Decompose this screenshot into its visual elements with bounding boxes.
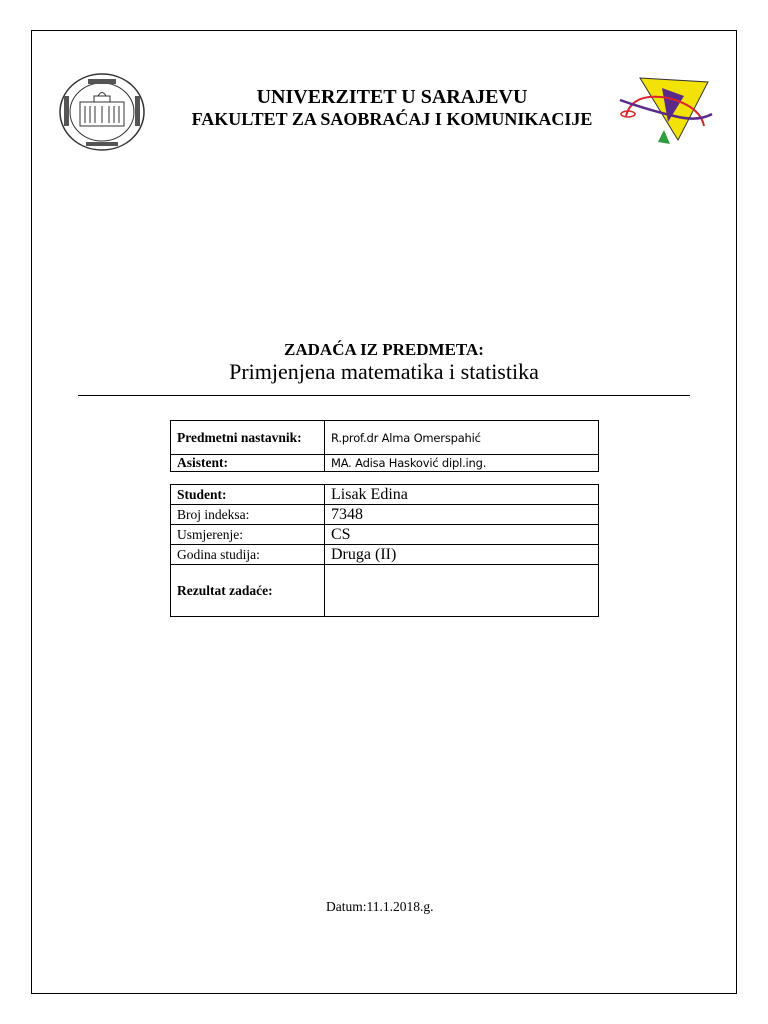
assistant-value: MA. Adisa Hasković dipl.ing. — [325, 455, 599, 472]
table-row — [171, 455, 599, 472]
table-row — [171, 565, 599, 617]
student-value: Lisak Edina — [325, 485, 599, 505]
title-divider — [78, 395, 690, 396]
result-label: Rezultat zadaće: — [171, 565, 325, 617]
table-row — [171, 525, 599, 545]
table-row — [171, 485, 599, 505]
major-value: CS — [325, 525, 599, 545]
faculty-name: FAKULTET ZA SAOBRAĆAJ I KOMUNIKACIJE — [191, 109, 593, 129]
date-text: Datum:11.1.2018.g. — [326, 899, 434, 914]
table-row — [171, 545, 599, 565]
teacher-value: R.prof.dr Alma Omerspahić — [325, 421, 599, 455]
staff-table — [170, 420, 599, 472]
major-label: Usmjerenje: — [171, 525, 325, 545]
year-label: Godina studija: — [171, 545, 325, 565]
assignment-label: ZADAĆA IZ PREDMETA: — [284, 340, 484, 359]
index-label: Broj indeksa: — [171, 505, 325, 525]
student-table — [170, 484, 599, 617]
table-row — [171, 421, 599, 455]
table-row — [171, 505, 599, 525]
teacher-label: Predmetni nastavnik: — [171, 421, 325, 455]
year-value: Druga (II) — [325, 545, 599, 565]
result-value — [325, 565, 599, 617]
university-name: UNIVERZITET U SARAJEVU — [256, 86, 528, 108]
student-label: Student: — [171, 485, 325, 505]
index-value: 7348 — [325, 505, 599, 525]
subject-title: Primjenjena matematika i statistika — [229, 359, 539, 384]
assistant-label: Asistent: — [171, 455, 325, 472]
